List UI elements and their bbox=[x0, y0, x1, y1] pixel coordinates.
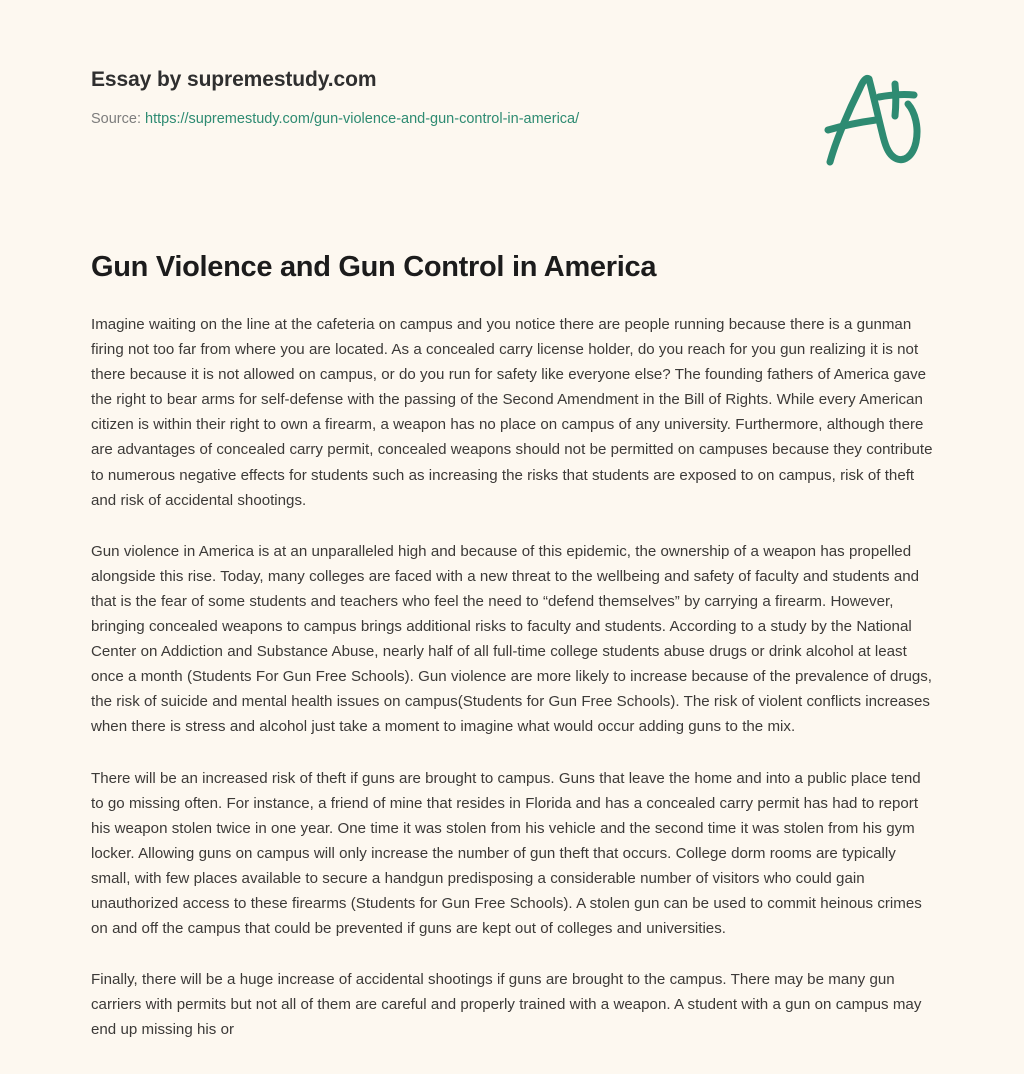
paragraph: Imagine waiting on the line at the cafeteria on campus and you notice there are people running because there is a gunman firing not too far from where you are located. As a concealed carry license holder, do you reach for you gun realizing it is not there because it is not allowed on campus, or do you run for safety like everyone else? The founding fathers of America gave the right to bear arms for self-defense with the passing of the Second Amendment in the Bill of Rights. While every American citizen is within their right to own a firearm, a weapon has no place on campus of any university. Furthermore, although there are advantages of concealed carry permit, concealed weapons should not be permitted on campuses because they contribute to numerous negative effects for students such as increasing the risks that students are exposed to on campus, risk of theft and risk of accidental shootings. bbox=[91, 316, 933, 509]
source-url-link[interactable]: https://supremestudy.com/gun-violence-and-gun-control-in-america/ bbox=[145, 111, 580, 127]
a-plus-logo bbox=[816, 66, 928, 170]
page-title: Gun Violence and Gun Control in America bbox=[91, 251, 657, 283]
page-header bbox=[0, 0, 1024, 200]
paragraph: Finally, there will be a huge increase of accidental shootings if guns are brought to the campus. There may be many gun carriers with permits but not all of them are careful and properly trained with a weapon. A student with a gun on campus may end up missing his or bbox=[91, 971, 922, 1039]
brand-block bbox=[91, 66, 791, 129]
paragraph: There will be an increased risk of theft if guns are brought to campus. Guns that leave the home and into a public place tend to go missing often. For instance, a friend of mine that resides in Florida and has a concealed carry permit has had to report his weapon stolen twice in one year. One time it was stolen from his vehicle and the second time it was stolen from his gym locker. Allowing guns on campus will only increase the number of gun theft that occurs. College dorm rooms are typically small, with few places available to secure a handgun predisposing a considerable number of visitors who could gain unauthorized access to these firearms (Students for Gun Free Schools). A stolen gun can be used to commit heinous crimes on and off the campus that could be prevented if guns are kept out of colleges and universities. bbox=[91, 769, 922, 938]
brand-title: Essay by supremestudy.com bbox=[91, 68, 377, 91]
source-label: Source: bbox=[91, 111, 141, 127]
paragraph: Gun violence in America is at an unparalleled high and because of this epidemic, the ownership of a weapon has propelled alongside this rise. Today, many colleges are faced with a new threat to the wellbeing and safety of faculty and students and that is the fear of some students and teachers who feel the need to “defend themselves” by carrying a firearm. However, bringing concealed weapons to campus brings additional risks to faculty and students. According to a study by the National Center on Addiction and Substance Abuse, nearly half of all full-time college students abuse drugs or drink alcohol at least once a month (Students For Gun Free Schools). Gun violence are more likely to increase because of the prevalence of drugs, the risk of suicide and mental health issues on campus(Students for Gun Free Schools). The risk of violent conflicts increases when there is stress and alcohol just take a moment to imagine what would occur adding guns to the mix. bbox=[91, 542, 932, 736]
source-line bbox=[91, 109, 791, 129]
a-plus-logo-icon bbox=[816, 66, 928, 170]
article bbox=[91, 248, 937, 1042]
article-body bbox=[91, 312, 937, 1042]
